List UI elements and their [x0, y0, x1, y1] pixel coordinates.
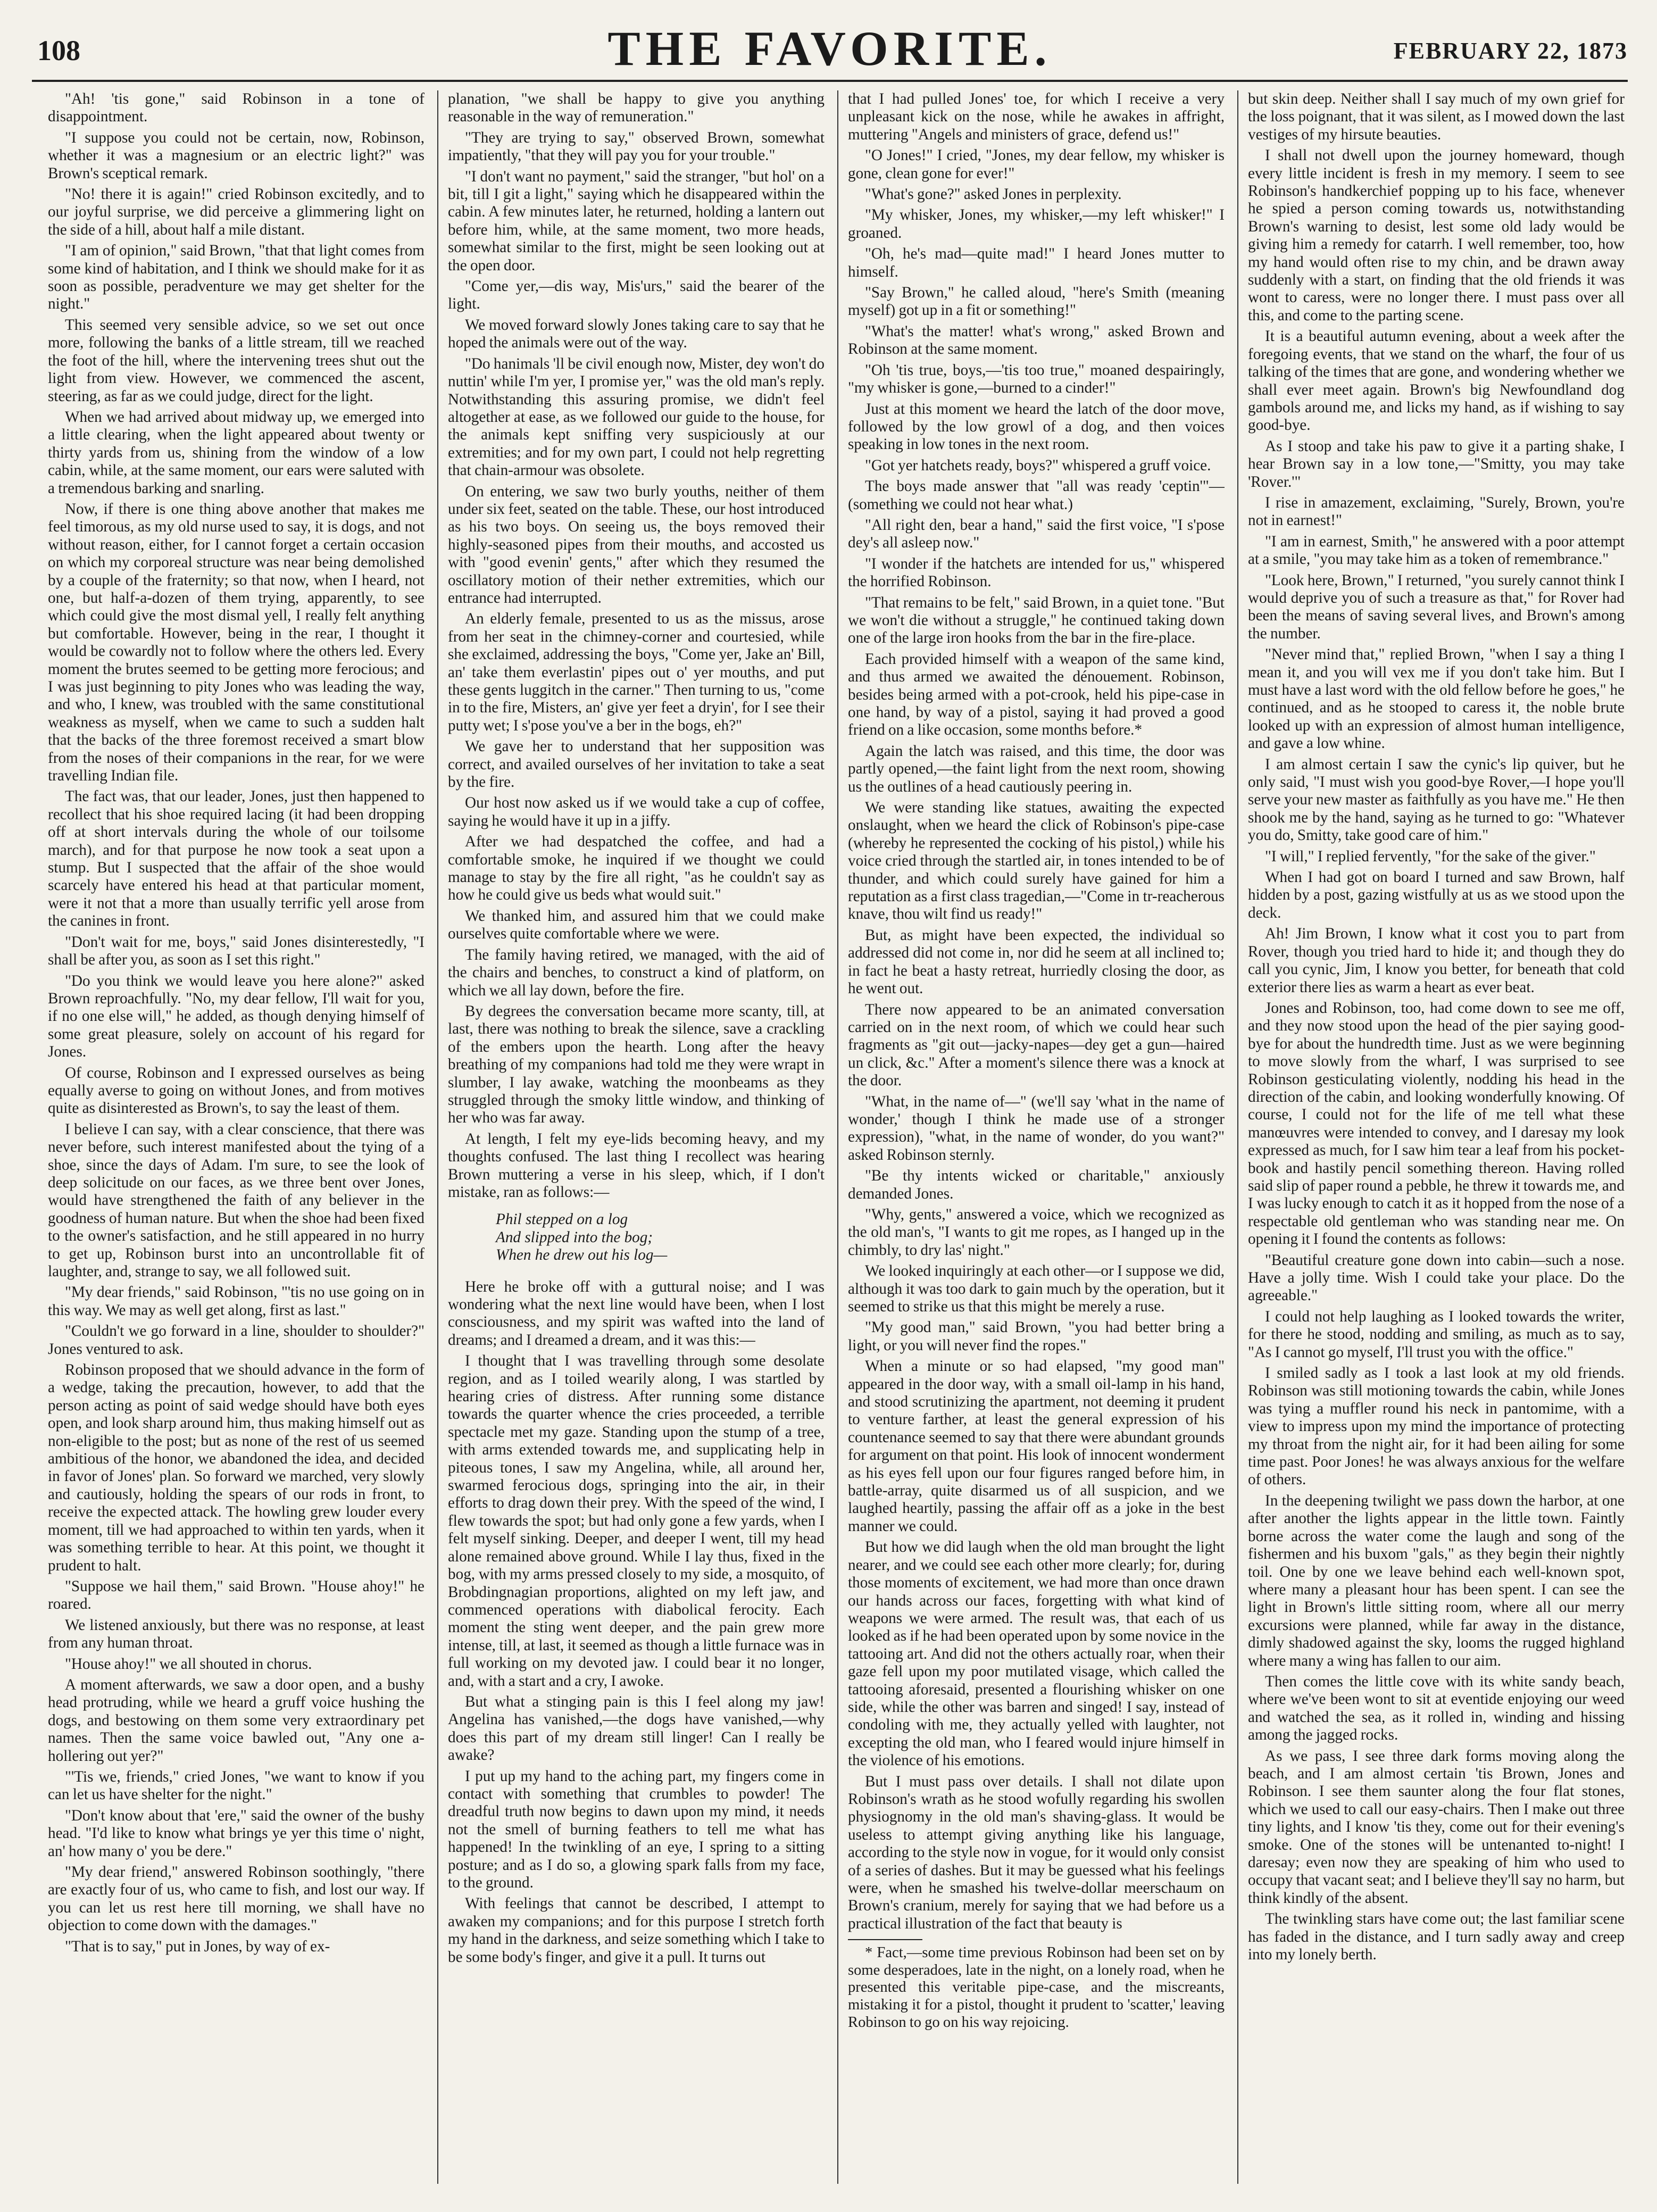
paragraph: When I had got on board I turned and saw Brown, half hidden by a post, gazing wistfully at us as we stood upon the deck.: [1248, 869, 1625, 921]
paragraph: "Beautiful creature gone down into cabin—such a nose. Have a jolly time. Wish I could take your place. Do the agreeable.": [1248, 1251, 1625, 1304]
paragraph: It is a beautiful autumn evening, about a week after the foregoing events, that we stand on the wharf, the four of us talking of the times that are gone, and wondering whether we shall ever meet again. Brown's big Newfoundland dog gambols around me, and licks my hand, as if wishing to say good-bye.: [1248, 328, 1625, 434]
paragraph: "I am of opinion," said Brown, "that that light comes from some kind of habitation, and I think we should make for it as soon as possible, peradventure we may get shelter for the night.": [48, 242, 424, 313]
paragraph: A moment afterwards, we saw a door open, and a bushy head protruding, while we heard a gruff voice hushing the dogs, and bestowing on them some very extraordinary pet names. Then the same voice bawled out, "Any one a-hollering out yer?": [48, 1676, 424, 1765]
paragraph: When we had arrived about midway up, we emerged into a little clearing, when the light appeared about twenty or thirty yards from us, shining from the window of a low cabin, while, at the same moment, our ears were saluted with a tremendous barking and snarling.: [48, 408, 424, 497]
paragraph: In the deepening twilight we pass down the harbor, at one after another the lights appear in the little town. Faintly borne across the water come the laugh and song of the fishermen and his buxom "gals," as they begin their nightly toil. One by one we leave behind each well-known spot, where many a pleasant hour has been spent. I can see the light in Brown's little sitting room, where all our merry excursions were planned, while far away in the distance, dimly shadowed against the sky, looms the rugged highland where many a wing has fallen to our aim.: [1248, 1492, 1625, 1669]
paragraph: "Be thy intents wicked or charitable," anxiously demanded Jones.: [848, 1167, 1225, 1202]
paragraph: Here he broke off with a guttural noise; and I was wondering what the next line would have been, when I lost consciousness, and my spirit was wafted into the land of dreams; and I dreamed a dream, and it was this:—: [448, 1278, 825, 1349]
paragraph: "Do you think we would leave you here alone?" asked Brown reproachfully. "No, my dear fellow, I'll wait for you, if no one else will," he added, as though denying himself of some great pleasure, solely on account of his regard for Jones.: [48, 972, 424, 1061]
paragraph: But what a stinging pain is this I feel along my jaw! Angelina has vanished,—the dogs have vanished,—why does this part of my dream still linger! Can I really be awake?: [448, 1693, 825, 1764]
paragraph: We gave her to understand that her supposition was correct, and availed ourselves of her invitation to take a seat by the fire.: [448, 738, 825, 791]
paragraph: I shall not dwell upon the journey homeward, though every little incident is fresh in my memory. I seem to see Robinson's handkerchief popping up to his face, whenever he spied a person coming towards us, notwithstanding Brown's warning to desist, lest some old lady would be giving him a remedy for catarrh. I well remember, too, how my hand would often rise to my chin, and be drawn away suddenly with a start, on finding that the old friends it was wont to caress, were no longer there. I must pass over all this, and come to the parting scene.: [1248, 147, 1625, 324]
column-divider: [837, 90, 838, 2184]
paragraph: planation, "we shall be happy to give you anything reasonable in the way of remuneration.": [448, 90, 825, 126]
paragraph: But I must pass over details. I shall not dilate upon Robinson's wrath as he stood wofully regarding his swollen physiognomy in the old man's shaving-glass. It would be useless to attempt giving anything like his language, according to the style now in vogue, for it would only consist of a series of dashes. But it may be guessed what his feelings were, when he smashed his twelve-dollar meerschaum on Brown's cranium, merely for saying that we had before us a practical illustration of the fact that beauty is: [848, 1773, 1225, 1932]
paragraph: After we had despatched the coffee, and had a comfortable smoke, he inquired if we thought we could manage to stay by the fire all right, "as he couldn't say as how he could give us beds what would suit.": [448, 833, 825, 904]
paragraph: "I am in earnest, Smith," he answered with a poor attempt at a smile, "you may take him as a token of remembrance.": [1248, 533, 1625, 568]
paragraph: I rise in amazement, exclaiming, "Surely, Brown, you're not in earnest!": [1248, 494, 1625, 529]
paragraph: "Do hanimals 'll be civil enough now, Mister, dey won't do nuttin' while I'm yer, I promise yer," was the old man's reply. Notwithstanding this assuring promise, we didn't feel altogether at ease, as we followed our guide to the house, for the animals kept sniffing very suspiciously at our extremities; and for my own part, I could not help regretting that chain-armour was obsolete.: [448, 355, 825, 479]
paragraph: An elderly female, presented to us as the missus, arose from her seat in the chimney-corner and courtesied, while she exclaimed, addressing the boys, "Come yer, Jake an' Bill, an' take them everlastin' pipes out o' yer mouths, and put these gents luggitch in the carner." Then turning to us, "come in to the fire, Misters, an' give yer feet a dryin', for I see their putty wet; I s'pose you've a ber in the bogs, eh?": [448, 610, 825, 734]
paragraph: "Look here, Brown," I returned, "you surely cannot think I would deprive you of such a treasure as that," for Rover had been the means of saving several lives, and Brown's among the number.: [1248, 571, 1625, 642]
paragraph: "Come yer,—dis way, Mis'urs," said the bearer of the light.: [448, 278, 825, 313]
paragraph: Each provided himself with a weapon of the same kind, and thus armed we awaited the dénouement. Robinson, besides being armed with a pot-crook, held his pipe-case in one hand, by way of a pistol, saying it had proved a good friend on a like occasion, some months before.*: [848, 650, 1225, 739]
paragraph: Our host now asked us if we would take a cup of coffee, saying he would have it up in a jiffy.: [448, 794, 825, 829]
page-number: 108: [37, 35, 80, 66]
paragraph: "My dear friends," said Robinson, "'tis no use going on in this way. We may as well get along, first as last.": [48, 1284, 424, 1319]
paragraph: "Got yer hatchets ready, boys?" whispered a gruff voice.: [865, 456, 1211, 474]
paragraph: This seemed very sensible advice, so we set out once more, following the banks of a little stream, till we reached the foot of the hill, where the intervening trees shut out the light from view. However, we commenced the ascent, steering, as far as we could judge, direct for the light.: [48, 316, 424, 405]
paragraph: "O Jones!" I cried, "Jones, my dear fellow, my whisker is gone, clean gone for ever!": [848, 147, 1225, 182]
paragraph: "Ah! 'tis gone," said Robinson in a tone of disappointment.: [48, 90, 424, 126]
paragraph: "Oh, he's mad—quite mad!" I heard Jones mutter to himself.: [848, 245, 1225, 280]
paragraph: We looked inquiringly at each other—or I suppose we did, although it was too dark to gain much by the operation, but it seemed to strike us that this might be merely a ruse.: [848, 1262, 1225, 1315]
paragraph: "Suppose we hail them," said Brown. "House ahoy!" he roared.: [48, 1577, 424, 1613]
paragraph: The fact was, that our leader, Jones, just then happened to recollect that his shoe required lacing (it had been dropping off at short intervals during the whole of our toilsome march), and for that purpose he now took a seat upon a stump. But I suspected that the affair of the shoe would scarcely have entered his head at that particular moment, were it not that a more than usually terrific yell arose from the canines in front.: [48, 788, 424, 930]
footnote-rule: [848, 1939, 922, 1940]
paragraph: "Why, gents," answered a voice, which we recognized as the old man's, "I wants to git me ropes, as I hanged up in the chimbly, to dry las' night.": [848, 1205, 1225, 1259]
paragraph: When a minute or so had elapsed, "my good man" appeared in the door way, with a small oil-lamp in his hand, and stood scrutinizing the apartment, not deeming it prudent to venture farther, at least the general expression of his countenance seemed to say that there were abundant grounds for argument on that point. His look of innocent wonderment as his eyes fell upon our four figures ranged before him, in battle-array, quite disarmed us of all suspicion, and we laughed heartily, passing the affair off as a joke in the best manner we could.: [848, 1358, 1225, 1535]
paragraph: "Oh 'tis true, boys,—'tis too true," moaned despairingly, "my whisker is gone,—burned to a cinder!": [848, 361, 1225, 397]
column-2: [448, 90, 825, 2184]
column-1: [48, 90, 424, 2184]
paragraph: As we pass, I see three dark forms moving along the beach, and I am almost certain 'tis Brown, Jones and Robinson. I see them saunter along the four flat stones, which we used to call our easy-chairs. Then I make out three tiny lights, and I know 'tis they, come out for their evening's smoke. One of the stones will be untenanted to-night! I daresay; even now they are speaking of him who used to occupy that vacant seat; and I believe they'll say no harm, but think kindly of the absent.: [1248, 1747, 1625, 1907]
paragraph: "'Tis we, friends," cried Jones, "we want to know if you can let us have shelter for the night.": [48, 1768, 424, 1803]
paragraph: With feelings that cannot be described, I attempt to awaken my companions; and for this purpose I stretch forth my hand in the darkness, and seize something which I take to be some body's finger, and give it a pull. It turns out: [448, 1895, 825, 1966]
paragraph: Just at this moment we heard the latch of the door move, followed by the low growl of a dog, and then voices speaking in low tones in the next room.: [848, 400, 1225, 453]
paragraph: "I don't want no payment," said the stranger, "but hol' on a bit, till I git a light," saying which he disappeared within the cabin. A few minutes later, he returned, holding a lantern out before him, while, at the same moment, two more heads, somewhat similar to the first, might be seen looking out at the open door.: [448, 168, 825, 274]
paragraph: The twinkling stars have come out; the last familiar scene has faded in the distance, and I turn sadly away and creep into my lonely berth.: [1248, 1910, 1625, 1964]
paragraph: I smiled sadly as I took a last look at my old friends. Robinson was still motioning towards the cabin, while Jones was tying a muffler round his neck in pantomime, with a view to impress upon my mind the importance of protecting my throat from the night air, for it had been ailing for some time past. Poor Jones! he was always anxious for the welfare of others.: [1248, 1365, 1625, 1488]
paragraph: On entering, we saw two burly youths, neither of them under six feet, seated on the table. These, our host introduced as his two boys. On seeing us, the boys removed their highly-seasoned pipes from their mouths, and accosted us with "good evenin' gents," after which they resumed the oscillatory motion of their nether extremities, which our entrance had interrupted.: [448, 483, 825, 606]
paragraph: Jones and Robinson, too, had come down to see me off, and they now stood upon the head of the pier saying good-bye for about the hundredth time. Just as we were beginning to move slowly from the wharf, I was surprised to see Robinson gesticulating violently, nodding his head in the direction of the cabin, and looking wonderfully knowing. Of course, I could not for the life of me tell what these manœuvres were intended to convey, and I daresay my look expressed as much, for I saw him tear a leaf from his pocket-book and hastily pencil something thereon. Having rolled said slip of paper round a pebble, he threw it towards me, and I was lucky enough to catch it as it hopped from the nose of a respectable old gentleman who was standing near me. On opening it I found the contents as follows:: [1248, 999, 1625, 1248]
paragraph: There now appeared to be an animated conversation carried on in the next room, of which we could hear such fragments as "git out—jacky-napes—dey get a gun—haired un click, &c." After a moment's silence there was a knock at the door.: [848, 1001, 1225, 1090]
paragraph: Robinson proposed that we should advance in the form of a wedge, taking the precaution, however, to add that the person acting as point of said wedge should have both eyes open, and look sharp around him, thus making himself out as non-eligible to the post; but as none of the rest of us seemed ambitious of the honor, we abandoned the idea, and decided in favor of Jones' plan. So forward we marched, very slowly and cautiously, holding the spears of our rods in front, to receive the expected attack. The howling grew louder every moment, till we had approached to within ten yards, when it was something terrible to hear. At this point, we thought it prudent to halt.: [48, 1361, 424, 1574]
paragraph: "Don't wait for me, boys," said Jones disinterestedly, "I shall be after you, as soon as I set this right.": [48, 933, 424, 969]
paragraph: "That remains to be felt," said Brown, in a quiet tone. "But we won't die without a struggle," he continued taking down one of the large iron hooks from the bar in the fire-place.: [848, 594, 1225, 647]
paragraph: We were standing like statues, awaiting the expected onslaught, when we heard the click of Robinson's pipe-case (whereby he represented the cocking of his pistol,) while his voice cried through the startled air, in tones intended to be of thunder, and which could surely have gained for him a reputation as a first class tragedian,—"Come in tr-reacherous knave, thou wilt find us ready!": [848, 799, 1225, 923]
paragraph: "I will," I replied fervently, "for the sake of the giver.": [1265, 847, 1596, 865]
paragraph: We listened anxiously, but there was no response, at least from any human throat.: [48, 1616, 424, 1652]
paragraph: "What, in the name of—" (we'll say 'what in the name of wonder,' though I think he made use of a stronger expression), "what, in the name of wonder, do you want?" asked Robinson sternly.: [848, 1093, 1225, 1163]
paragraph: "No! there it is again!" cried Robinson excitedly, and to our joyful surprise, we did perceive a glimmering light on the side of a hill, about half a mile distant.: [48, 186, 424, 238]
paragraph: "Don't know about that 'ere," said the owner of the bushy head. "I'd like to know what brings ye yer this time o' night, an' how many o' you be dere.": [48, 1807, 424, 1860]
paragraph: "Never mind that," replied Brown, "when I say a thing I mean it, and you will vex me if you don't take him. But I must have a last word with the old fellow before he goes," he continued, and as he stooped to caress it, the noble brute looked up with an expression of almost human intelligence, and gave a low whine.: [1248, 646, 1625, 752]
paragraph: I could not help laughing as I looked towards the writer, for there he stood, nodding and smiling, as much as to say, "As I cannot go myself, I'll trust you with the office.": [1248, 1308, 1625, 1361]
paragraph: "My good man," said Brown, "you had better bring a light, or you will never find the ropes.": [848, 1319, 1225, 1354]
paragraph: but skin deep. Neither shall I say much of my own grief for the loss poignant, that it was silent, as I mowed down the last vestiges of my hirsute beauties.: [1248, 90, 1625, 143]
paragraph: The boys made answer that "all was ready 'ceptin'"—(something we could not hear what.): [848, 478, 1225, 513]
paragraph: I believe I can say, with a clear conscience, that there was never before, such interest manifested about the tying of a shoe, since the days of Adam. I'm sure, to see the look of deep solicitude on our faces, as we three bent over Jones, would have strengthened the faith of any believer in the goodness of human nature. But when the shoe had been fixed to the owner's satisfaction, and he still appeared in no hurry to get up, Robinson burst into an uncontrollable fit of laughter, and, strange to say, we all followed suit.: [48, 1120, 424, 1280]
paragraph: "I suppose you could not be certain, now, Robinson, whether it was a magnesium or an electric light?" was Brown's sceptical remark.: [48, 129, 424, 182]
paragraph: that I had pulled Jones' toe, for which I receive a very unpleasant kick on the nose, while he awakes in affright, muttering "Angels and ministers of grace, defend us!": [848, 90, 1225, 143]
paragraph: "That is to say," put in Jones, by way of ex-: [65, 1937, 330, 1955]
paragraph: "All right den, bear a hand," said the first voice, "I s'pose dey's all asleep now.": [848, 516, 1225, 552]
paragraph: "My dear friend," answered Robinson soothingly, "there are exactly four of us, who came to fish, and lost our way. If you can let us rest here till morning, we shall have no objection to come down with the damages.": [48, 1864, 424, 1934]
verse: Phil stepped on a log And slipped into the bog; When he drew out his log—: [496, 1211, 668, 1264]
footnote: * Fact,—some time previous Robinson had been set on by some desperadoes, late in the night, on a lonely road, when he presented this veritable pipe-case, and the miscreants, mistaking it for a pistol, thought it prudent to 'scatter,' leaving Robinson to go on his way rejoicing.: [848, 1944, 1225, 2031]
paragraph: "House ahoy!" we all shouted in chorus.: [65, 1655, 312, 1673]
paragraph: "What's gone?" asked Jones in perplexity.: [865, 186, 1122, 203]
paragraph: I put up my hand to the aching part, my fingers come in contact with something that crumbles to powder! The dreadful truth now begins to dawn upon my mind, it needs not the smell of burning feathers to tell me what has happened! In the twinkling of an eye, I spring to a sitting posture; and as I do so, a glowing spark falls from my face, to the ground.: [448, 1767, 825, 1891]
column-divider: [437, 90, 438, 2184]
column-3: [848, 90, 1225, 2184]
column-4: [1248, 90, 1625, 2184]
paragraph: Again the latch was raised, and this time, the door was partly opened,—the faint light from the next room, showing us the outlines of a head cautiously peering in.: [848, 742, 1225, 795]
paragraph: By degrees the conversation became more scanty, till, at last, there was nothing to break the silence, save a crackling of the embers upon the hearth. Long after the heavy breathing of my companions had told me they were wrapt in slumber, I lay awake, watching the moonbeams as they struggled through the smoky little window, and thinking of her who was far away.: [448, 1002, 825, 1127]
paragraph: But, as might have been expected, the individual so addressed did not come in, nor did he seem at all inclined to; in fact he beat a hasty retreat, hurriedly closing the door, as he went out.: [848, 926, 1225, 997]
issue-date: FEBRUARY 22, 1873: [1393, 38, 1628, 64]
column-divider: [1237, 90, 1238, 2184]
masthead: [32, 11, 1628, 80]
paragraph: Of course, Robinson and I expressed ourselves as being equally averse to going on without Jones, and from motives quite as disinterested as Brown's, to say the least of them.: [48, 1064, 424, 1117]
paragraph: At length, I felt my eye-lids becoming heavy, and my thoughts confused. The last thing I recollect was hearing Brown muttering a verse in his sleep, which, if I don't mistake, ran as follows:—: [448, 1130, 825, 1201]
paragraph: But how we did laugh when the old man brought the light nearer, and we could see each other more clearly; for, during those moments of excitement, we had more than once drawn our hands across our faces, forgetting with what kind of weapons we were armed. The result was, that each of us looked as if he had been operated upon by some novice in the tattooing art. And did not the others actually roar, when their gaze fell upon my poor mutilated visage, which called the tattooing aforesaid, presented a flourishing whisker on one side, while the other was barren and singed! I say, instead of condoling with me, they actually yelled with laughter, not excepting the old man, who I feared would injure himself in the violence of his emotions.: [848, 1539, 1225, 1769]
header-rule: [32, 80, 1628, 82]
paragraph: "They are trying to say," observed Brown, somewhat impatiently, "that they will pay you for your trouble.": [448, 129, 825, 164]
paragraph: Ah! Jim Brown, I know what it cost you to part from Rover, though you tried hard to hide it; and though they do call you cynic, Jim, I know you better, for beneath that cold exterior there lies as warm a heart as ever beat.: [1248, 925, 1625, 996]
newspaper-title: THE FAVORITE.: [607, 21, 1052, 76]
paragraph: Now, if there is one thing above another that makes me feel timorous, as my old nurse used to say, it is dogs, and not without reason, either, for I cannot forget a certain occasion on which my corporeal structure was near being demolished by a couple of the fraternity; so that now, when I heard, not one, but half-a-dozen of them trying, apparently, to see which could give the most dismal yell, I really felt anything but comfortable. However, being in the rear, I thought it would be cowardly not to follow where the others led. Every moment the brutes seemed to be getting more ferocious; and I was just beginning to pity Jones who was leading the way, and who, I knew, was troubled with the same constitutional weakness as myself, when we came to such a sudden halt that the backs of the three foremost received a smart blow from the noses of their companions in the rear, for we were travelling Indian file.: [48, 500, 424, 785]
paragraph: I am almost certain I saw the cynic's lip quiver, but he only said, "I must wish you good-bye Rover,—I hope you'll serve your new master as faithfully as you have me." He then shook me by the hand, saying as he turned to go: "Whatever you do, Smitty, take good care of him.": [1248, 755, 1625, 844]
paragraph: As I stoop and take his paw to give it a parting shake, I hear Brown say in a low tone,—"Smitty, you may take 'Rover.'": [1248, 437, 1625, 490]
paragraph: "Couldn't we go forward in a line, shoulder to shoulder?" Jones ventured to ask.: [48, 1323, 424, 1358]
paragraph: Then comes the little cove with its white sandy beach, where we've been wont to sit at eventide enjoying our weed and watched the sea, as it rolled in, winding and hissing among the jagged rocks.: [1248, 1673, 1625, 1744]
paragraph: "My whisker, Jones, my whisker,—my left whisker!" I groaned.: [848, 206, 1225, 242]
paragraph: I thought that I was travelling through some desolate region, and as I toiled wearily along, I was startled by hearing cries of distress. After running some distance towards the quarter whence the cries proceeded, a terrible spectacle met my gaze. Standing upon the stump of a tree, with arms extended towards me, and supplicating help in piteous tones, I saw my Angelina, while, all around her, swarmed ferocious dogs, springing into the air, in their efforts to drag down their prey. With the speed of the wind, I flew towards the spot; but had only gone a few yards, when I felt myself sinking. Deeper, and deeper I went, till my head alone remained above ground. While I lay thus, fixed in the bog, with my arms pressed closely to my side, a mosquito, of Brobdingnagian proportions, alighted on my left jaw, and commenced operations with diabolical ferocity. Each moment the sting went deeper, and the pain grew more intense, till, at last, it seemed as though a little furnace was in full working on my devoted jaw. I could bear it no longer, and, with a start and a cry, I awoke.: [448, 1352, 825, 1690]
paragraph: "I wonder if the hatchets are intended for us," whispered the horrified Robinson.: [848, 555, 1225, 591]
paragraph: "What's the matter! what's wrong," asked Brown and Robinson at the same moment.: [848, 322, 1225, 358]
paragraph: "Say Brown," he called aloud, "here's Smith (meaning myself) got up in a fit or something!": [848, 284, 1225, 319]
paragraph: The family having retired, we managed, with the aid of the chairs and benches, to construct a kind of platform, on which we all lay down, before the fire.: [448, 946, 825, 999]
paragraph: We moved forward slowly Jones taking care to say that he hoped the animals were out of the way.: [448, 316, 825, 352]
paragraph: We thanked him, and assured him that we could make ourselves quite comfortable where we were.: [448, 907, 825, 943]
